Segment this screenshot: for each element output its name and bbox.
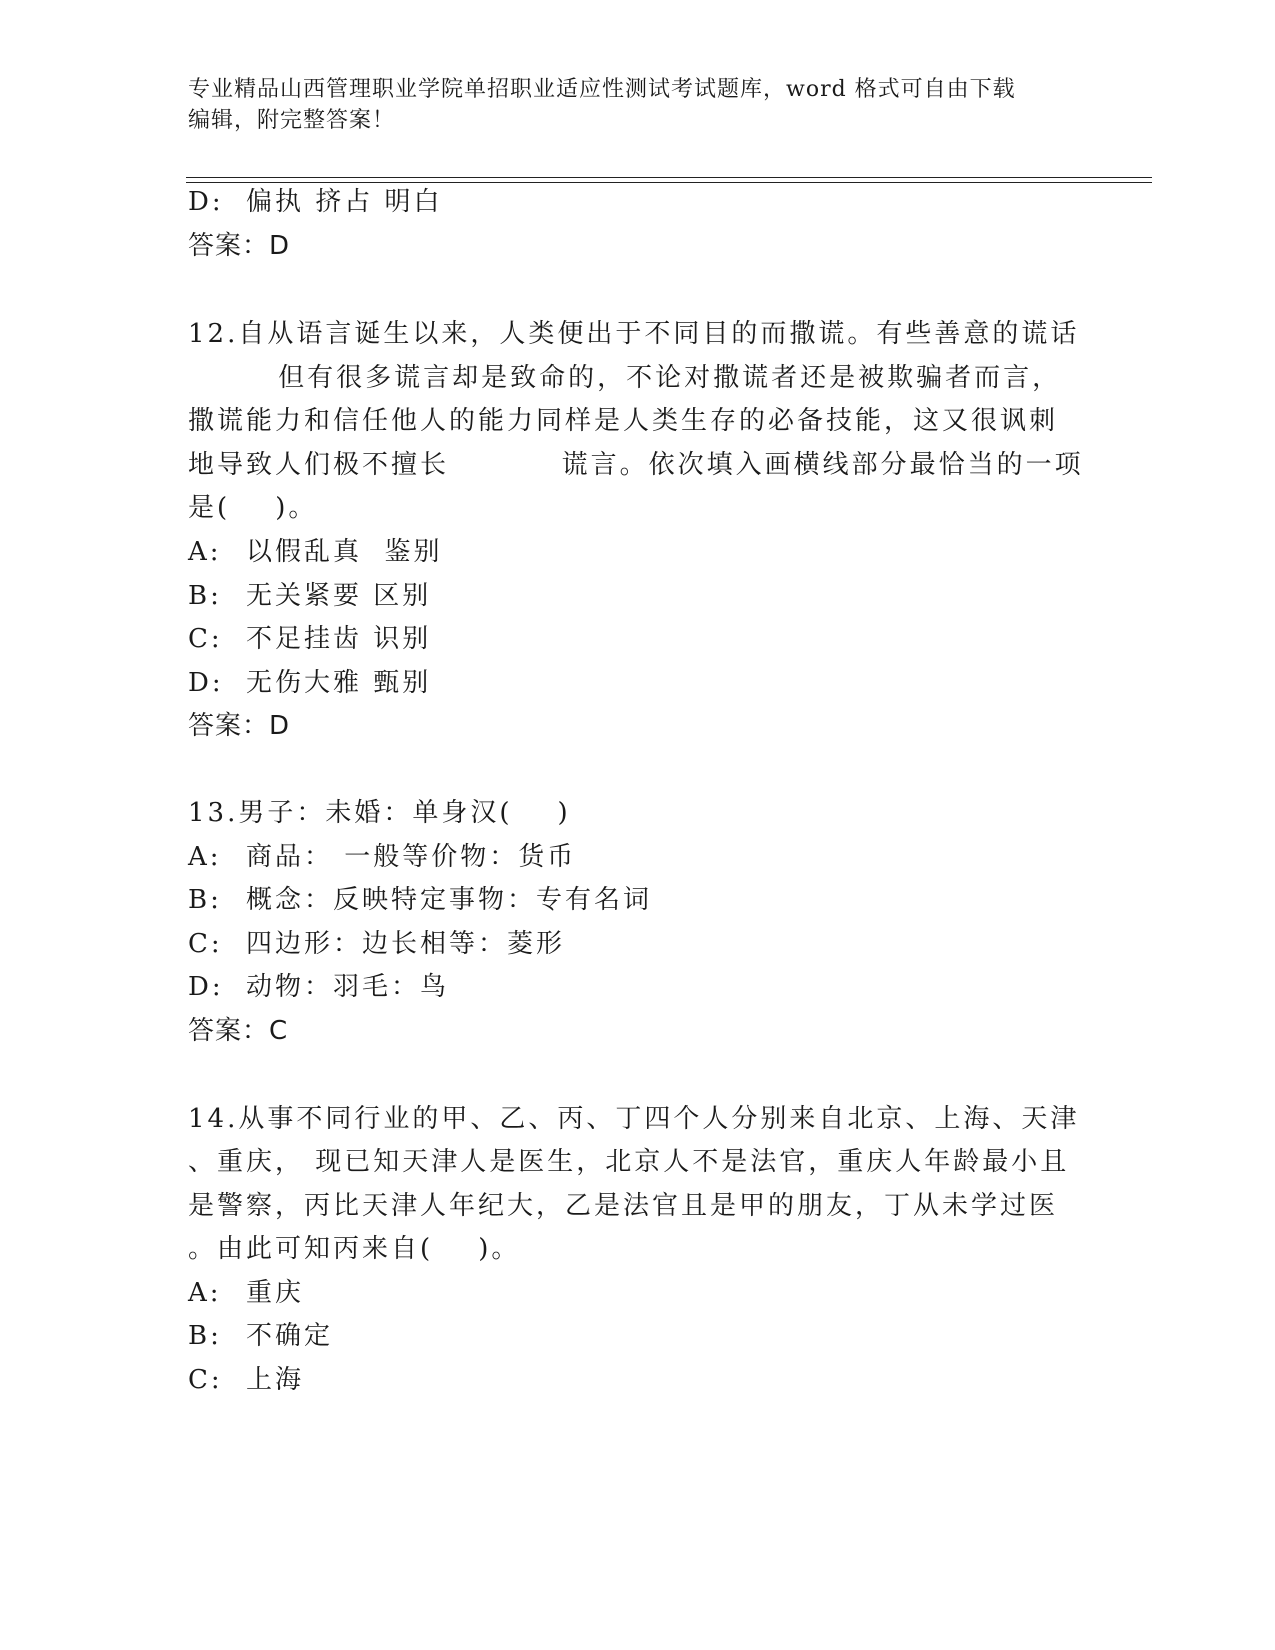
q13-option-c [188,928,565,960]
option-text: 上海 [246,1365,305,1395]
option-letter: A: [188,1278,222,1308]
option-letter: C: [188,929,223,959]
header-line-1: 专业精品山西管理职业学院单招职业适应性测试考试题库，word 格式可自由下载 [188,77,1016,102]
q14-stem-line: 、重庆， 现已知天津人是医生，北京人不是法官，重庆人年龄最小且 [188,1147,1070,1177]
q12-stem-line: 是( )。 [188,493,318,523]
option-text: 不足挂齿 识别 [246,624,432,654]
q13-stem: 13.男子：未婚：单身汉( ) [188,798,571,828]
option-letter: D: [188,668,224,698]
option-text: 四边形：边长相等：菱形 [246,929,566,959]
option-letter: C: [188,1365,223,1395]
option-letter: C: [188,624,223,654]
option-text: 无关紧要 区别 [246,581,432,611]
option-letter: B: [188,1321,222,1351]
option-letter: D: [188,972,224,1002]
q11-option-d [188,186,443,218]
q11-answer: 答案：D [188,231,291,261]
q14-stem-line: 是警察，丙比天津人年纪大，乙是法官且是甲的朋友，丁从未学过医 [188,1191,1059,1221]
q14-option-a [188,1277,304,1309]
option-text: 偏执 挤占 明白 [246,187,443,217]
q12-stem-line: 地导致人们极不擅长 谎言。依次填入画横线部分最恰当的一项 [188,450,1084,480]
header-divider-top [186,177,1152,178]
header-divider-bottom [186,182,1152,183]
q12-stem-line: 但有很多谎言却是致命的，不论对撒谎者还是被欺骗者而言， [188,363,1062,393]
q13-option-b [188,884,652,916]
q12-stem-line: 撒谎能力和信任他人的能力同样是人类生存的必备技能，这又很讽刺 [188,406,1059,436]
q12-option-d [188,667,431,699]
q13-answer: 答案：C [188,1016,289,1046]
q12-answer: 答案：D [188,711,291,741]
page-header [188,74,1068,136]
option-letter: A: [188,842,222,872]
option-letter: A: [188,537,222,567]
option-text: 概念：反映特定事物：专有名词 [246,885,653,915]
q14-stem-line: 14.从事不同行业的甲、乙、丙、丁四个人分别来自北京、上海、天津 [188,1104,1080,1134]
option-letter: D: [188,187,224,217]
q14-option-c [188,1364,304,1396]
q12-option-a [188,536,443,568]
option-letter: B: [188,581,222,611]
option-text: 以假乱真 鉴别 [246,537,443,567]
q13-option-d [188,971,449,1003]
option-text: 重庆 [246,1278,305,1308]
option-text: 不确定 [246,1321,334,1351]
q12-option-c [188,623,431,655]
option-text: 商品： 一般等价物：货币 [246,842,577,872]
option-letter: B: [188,885,222,915]
q12-stem-line: 12.自从语言诞生以来，人类便出于不同目的而撒谎。有些善意的谎话 [188,319,1080,349]
header-line-2: 编辑，附完整答案！ [188,108,396,133]
q13-option-a [188,841,576,873]
q12-option-b [188,580,431,612]
option-text: 动物：羽毛：鸟 [246,972,450,1002]
q14-option-b [188,1320,333,1352]
option-text: 无伤大雅 甄别 [246,668,432,698]
q14-stem-line: 。由此可知丙来自( )。 [188,1234,521,1264]
